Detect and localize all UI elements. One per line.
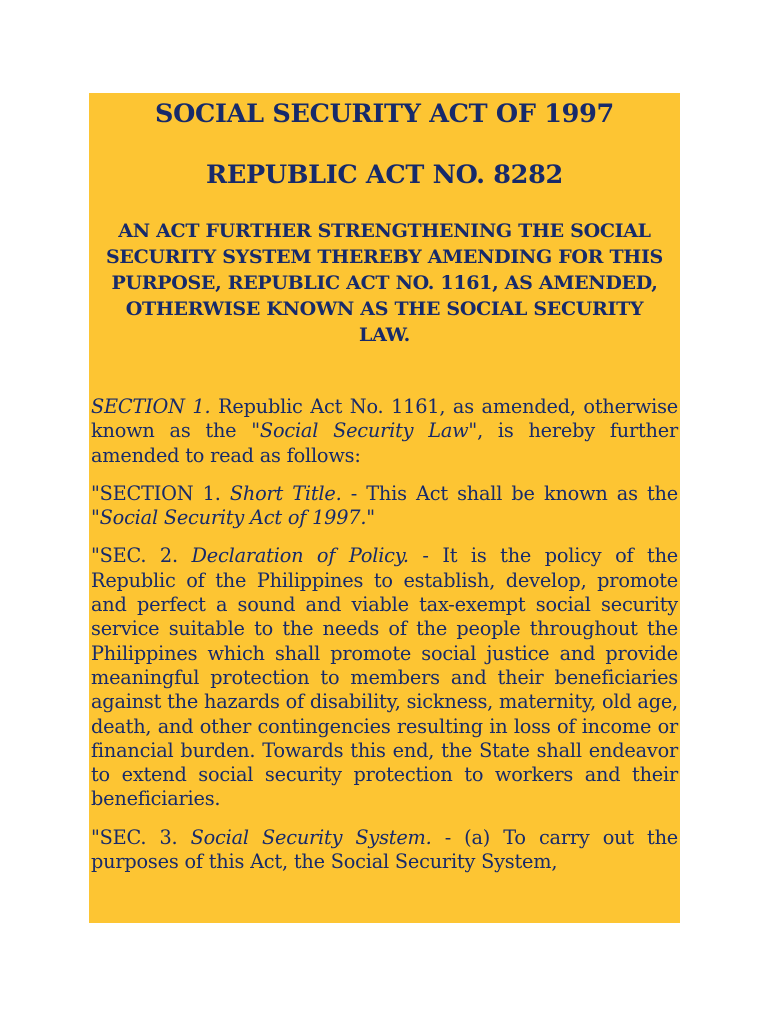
section-prefix: "SECTION 1. [91,481,230,505]
paragraph-text: - This Act shall be known as the [341,481,678,505]
paragraph-social-security-system [91,826,678,875]
section-heading: Social Security System. [190,825,432,849]
section-prefix: "SEC. 2. [91,544,192,568]
paragraph-quote: "Social Security Law" [251,419,478,443]
paragraph-text: , is hereby further amended to read as follows: [91,419,678,467]
section-label: SECTION 1. [91,395,211,418]
document-body [91,395,678,888]
paragraph-text: - It is the policy of the Republic of the Philippines to establish, develop, promote and perfect a sound and viable tax-exempt social security service suitable to the needs of the people throughout the Philippines which shall promote social justice and provide meaningful protection to members and their beneficiaries against the hazards of disability, sickness, maternity, old age, death, and other contingencies resulting in loss of income or financial burden. Towards this end, the State shall endeavor to extend social security protection to workers and their beneficiaries. [91,544,678,811]
section-heading: Short Title. [229,481,342,505]
paragraph-text: Republic Act No. 1161, as amended, otherwise known as the [91,395,679,443]
paragraph-text: - (a) To carry out the purposes of this Act, the Social Security System, [91,825,679,874]
paragraph-declaration-of-policy [91,544,678,811]
paragraph-quote: "Social Security Act of 1997." [91,506,375,530]
paragraph-section-1 [91,395,678,468]
document-panel [89,93,680,923]
section-heading: Declaration of Policy. [191,544,409,568]
document-title: SOCIAL SECURITY ACT OF 1997 [154,99,614,129]
act-subtitle: AN ACT FURTHER STRENGTHENING THE SOCIAL SECURITY SYSTEM THEREBY AMENDING FOR THIS PURPOSE, REPUBLIC ACT NO. 1161, AS AMENDED, OTHERWISE KNOWN AS THE SOCIAL SECURITY LAW. [106,220,663,346]
paragraph-short-title [91,482,678,531]
section-prefix: "SEC. 3. [91,825,191,849]
act-number: REPUBLIC ACT NO. 8282 [205,160,563,190]
